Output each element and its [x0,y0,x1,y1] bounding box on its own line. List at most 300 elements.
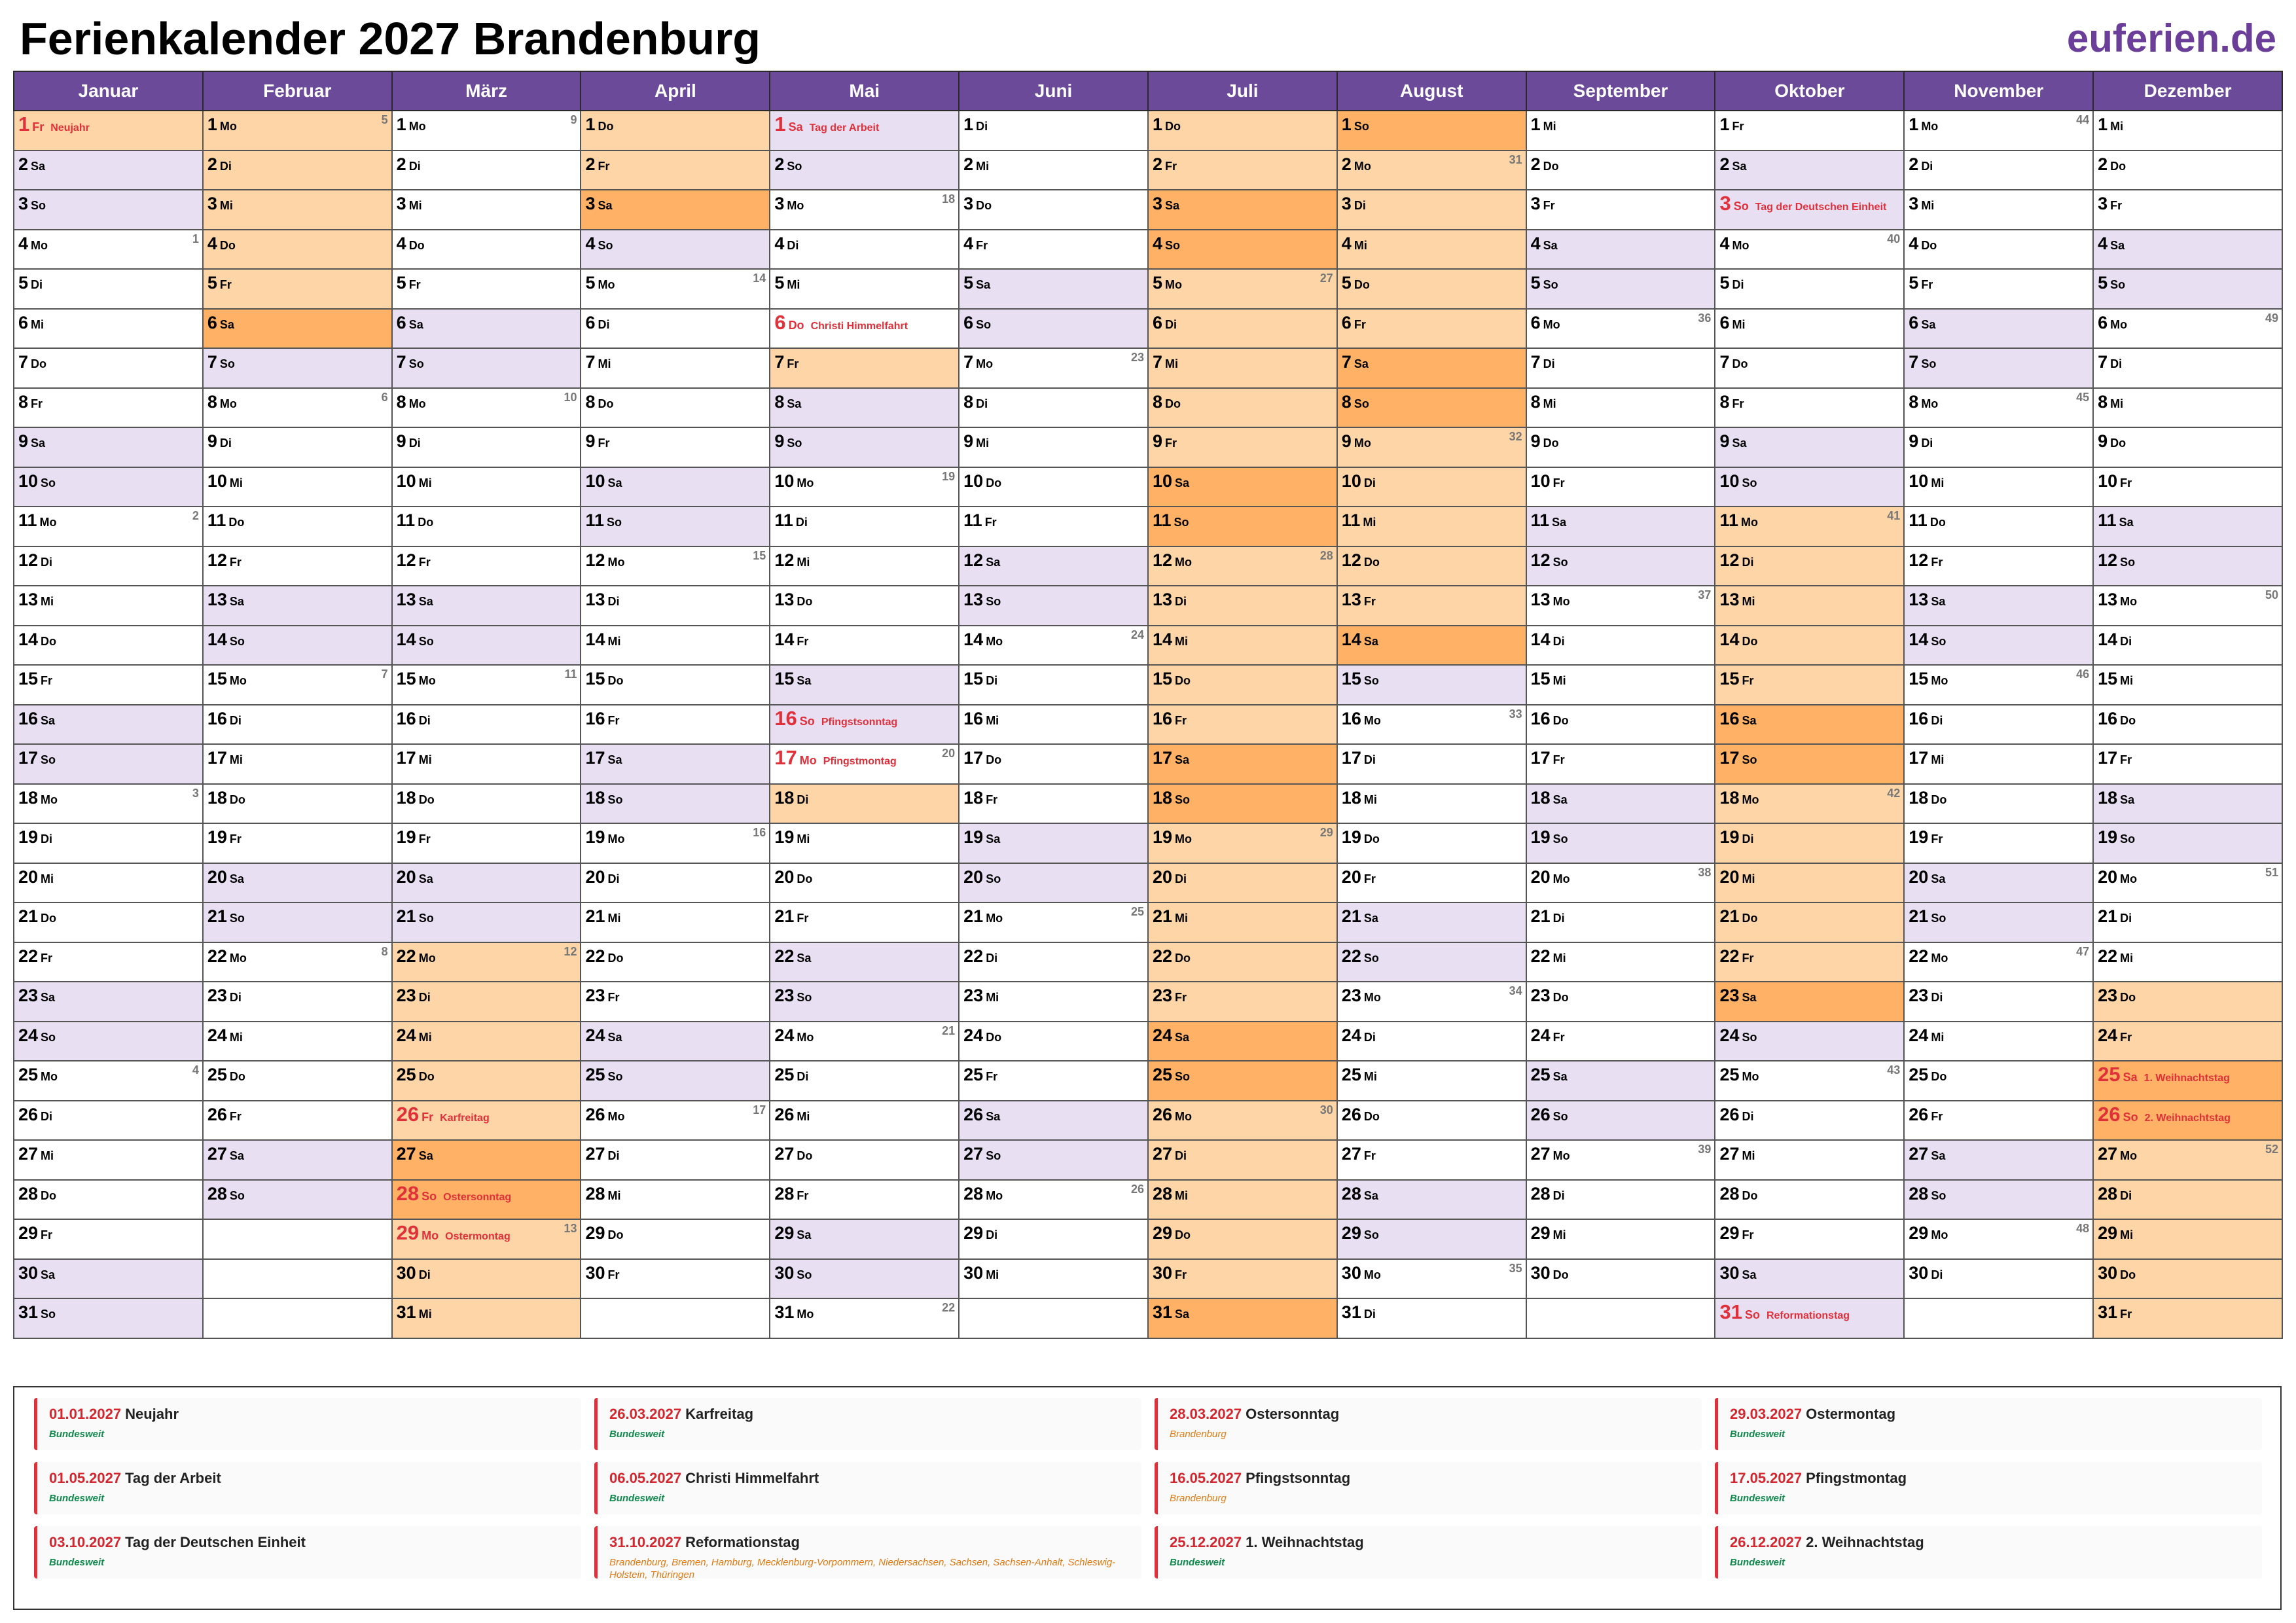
weekday-label: Fr [607,713,620,727]
day-cell [392,1298,581,1338]
day-cell [1526,823,1715,863]
day-number: 7 [396,352,406,372]
day-number: 14 [396,629,416,649]
day-cell [1715,626,1904,666]
day-cell [581,705,770,745]
legend-date: 31.10.2027 [609,1534,682,1550]
weekday-label: Fr [1175,991,1187,1004]
month-header: Dezember [2093,71,2282,111]
day-cell [1904,151,2093,190]
day-cell [1526,348,1715,388]
day-cell [392,388,581,428]
weekday-label: Sa [1354,357,1369,370]
weekday-label: Fr [607,1268,620,1281]
day-number: 10 [1530,471,1551,491]
day-number: 25 [207,1065,227,1084]
day-row [14,1140,2282,1180]
day-cell [1148,151,1337,190]
day-number: 30 [1530,1262,1551,1283]
day-cell [581,427,770,467]
day-cell [959,151,1148,190]
week-number: 12 [564,944,577,958]
weekday-label: So [797,1268,812,1281]
weekday-label: Fr [797,634,809,648]
day-number: 16 [1909,708,1929,728]
day-number: 28 [207,1183,227,1204]
weekday-label: Mo [797,1308,814,1321]
day-number: 17 [396,748,416,768]
day-number: 20 [1341,866,1361,887]
weekday-label: So [1543,278,1558,291]
day-cell [959,467,1148,507]
day-cell [2093,784,2282,824]
weekday-label: Mi [219,199,233,212]
day-number: 30 [1719,1262,1740,1283]
week-number: 13 [564,1222,577,1235]
day-number: 11 [18,510,37,530]
day-number: 29 [1719,1223,1740,1243]
day-cell [2093,546,2282,586]
day-number: 7 [1719,352,1730,372]
weekday-label: Do [229,793,245,806]
day-cell [1337,1061,1526,1101]
day-cell [770,784,959,824]
day-cell [581,823,770,863]
week-number: 9 [570,113,577,126]
day-number: 22 [585,946,605,966]
day-number: 11 [1909,510,1928,530]
day-number: 19 [396,827,416,847]
weekday-label: Do [229,1070,245,1083]
day-number: 20 [585,866,605,887]
weekday-label: Fr [2120,753,2132,766]
week-number: 8 [381,944,388,958]
day-cell [1148,111,1337,151]
day-number: 15 [1719,669,1740,688]
weekday-label: Mi [1552,1228,1566,1241]
day-number: 4 [1909,233,1919,253]
week-number: 16 [753,826,766,839]
day-cell [203,546,392,586]
day-cell [1904,705,2093,745]
day-cell [1337,230,1526,270]
day-cell [770,823,959,863]
weekday-label: Sa [607,476,622,490]
day-number: 25 [18,1065,39,1084]
day-cell [1715,1061,1904,1101]
day-cell [392,151,581,190]
day-cell [1337,348,1526,388]
weekday-label: Mi [1363,793,1377,806]
day-number: 4 [1719,233,1730,253]
day-cell [1715,1022,1904,1061]
weekday-label: Di [1921,159,1933,173]
weekday-label: Fr [1175,1268,1187,1281]
site-logo-link[interactable]: euferien.de [2066,16,2276,60]
day-number: 2 [1909,154,1919,174]
weekday-label: Mo [1363,713,1381,727]
day-number: 25 [396,1065,416,1084]
day-number: 4 [1341,233,1352,253]
weekday-label: Di [418,991,431,1004]
day-number: 21 [1530,906,1551,926]
day-cell [581,863,770,903]
day-cell [1148,1180,1337,1220]
week-number: 28 [1319,548,1333,562]
day-cell [1904,665,2093,705]
day-cell [1337,902,1526,942]
day-cell [392,1101,581,1141]
week-number: 34 [1509,984,1522,997]
day-number: 15 [207,669,227,688]
day-cell [2093,863,2282,903]
weekday-label: So [598,238,613,252]
weekday-label: Mi [1175,912,1189,925]
day-number: 1 [774,113,786,135]
day-number: 9 [1530,431,1541,451]
day-row [14,982,2282,1022]
day-number: 10 [585,471,605,491]
weekday-label: Mi [41,595,54,608]
day-cell [1904,1140,2093,1180]
day-number: 20 [963,866,984,887]
day-number: 27 [1152,1144,1173,1164]
weekday-label: Do [598,120,614,133]
day-number: 18 [207,787,227,808]
weekday-label: Fr [984,516,997,529]
weekday-label: Di [219,159,232,173]
day-number: 27 [396,1144,416,1164]
day-cell [392,902,581,942]
day-cell [1715,863,1904,903]
day-cell [1148,586,1337,626]
day-number: 5 [585,273,596,293]
weekday-label: Di [229,991,242,1004]
day-row [14,1061,2282,1101]
legend-holiday-name: Pfingstsonntag [1246,1470,1351,1486]
weekday-label: Mo [219,120,237,133]
day-cell [2093,1298,2282,1338]
weekday-label: Fr [2120,476,2132,490]
weekday-label: Sa [1552,516,1567,529]
day-number: 11 [1719,510,1738,530]
day-cell [392,1140,581,1180]
day-cell [770,467,959,507]
day-number: 2 [1719,154,1730,174]
month-header: Oktober [1715,71,1904,111]
day-cell [14,1219,203,1259]
weekday-label: Mo [799,754,817,767]
weekday-label: Di [31,278,43,291]
day-number: 3 [396,194,406,213]
week-number: 21 [942,1024,956,1037]
month-header: März [392,71,581,111]
day-cell [14,467,203,507]
day-number: 13 [396,590,416,609]
month-header: Februar [203,71,392,111]
weekday-label: Sa [2119,516,2134,529]
day-cell [1904,1180,2093,1220]
week-number: 10 [564,390,577,404]
day-cell [392,1259,581,1299]
day-number: 8 [1341,391,1352,412]
weekday-label: Mi [797,832,810,846]
day-cell [203,151,392,190]
day-cell [770,744,959,784]
day-cell [392,823,581,863]
weekday-label: Mo [1921,120,1939,133]
calendar-body [14,111,2282,1338]
legend-date: 28.03.2027 [1170,1406,1242,1422]
day-cell [1715,546,1904,586]
week-number: 39 [1698,1143,1712,1156]
weekday-label: Mi [1732,317,1746,331]
weekday-label: Do [1931,793,1947,806]
day-cell [2093,1180,2282,1220]
weekday-label: Do [607,951,624,965]
day-number: 6 [1341,312,1352,332]
day-cell [2093,823,2282,863]
day-number: 13 [2098,590,2118,609]
weekday-label: Mo [219,397,237,410]
day-cell [203,863,392,903]
day-cell [959,309,1148,349]
day-number: 17 [774,746,797,769]
day-cell [14,665,203,705]
legend-date: 26.12.2027 [1730,1534,1803,1550]
day-number: 16 [1341,708,1361,728]
week-number: 31 [1509,152,1522,166]
day-cell [581,309,770,349]
day-cell [14,784,203,824]
day-number: 22 [396,946,416,966]
day-cell [1148,784,1337,824]
weekday-label: Sa [1742,713,1757,727]
day-cell [1526,230,1715,270]
day-cell [1715,784,1904,824]
day-number: 6 [774,310,786,334]
weekday-label: Do [1929,516,1946,529]
weekday-label: Mo [1175,1109,1193,1123]
day-row [14,1298,2282,1338]
day-number: 24 [1909,1025,1929,1045]
weekday-label: Do [1543,159,1559,173]
day-cell [1337,784,1526,824]
day-number: 19 [1341,827,1361,847]
day-cell [770,982,959,1022]
weekday-label: Do [976,199,992,212]
weekday-label: Mo [1931,1228,1948,1241]
week-number: 46 [2076,668,2090,681]
day-cell [770,546,959,586]
holiday-name: Pfingstsonntag [821,716,898,728]
weekday-label: Do [2110,437,2126,450]
day-number: 12 [1909,550,1929,570]
day-number: 26 [1152,1104,1173,1124]
weekday-label: Fr [229,555,242,569]
weekday-label: Mo [2120,1149,2138,1162]
legend-item [1155,1462,1702,1514]
day-cell [959,348,1148,388]
day-number: 26 [18,1104,39,1124]
day-number: 8 [18,391,29,412]
legend-holiday-name: 2. Weihnachtstag [1806,1534,1924,1550]
weekday-label: Do [41,1188,57,1202]
day-number: 13 [774,590,795,609]
day-cell [770,626,959,666]
weekday-label: So [986,872,1001,885]
holiday-name: Christi Himmelfahrt [810,320,908,332]
day-number: 20 [774,866,795,887]
day-cell [203,744,392,784]
weekday-label: Di [229,713,242,727]
weekday-label: Fr [1354,317,1366,331]
legend-region: Bundesweit [609,1429,665,1440]
day-number: 1 [585,115,596,134]
day-number: 12 [774,550,795,570]
day-row [14,388,2282,428]
day-cell [1715,586,1904,626]
day-cell [959,230,1148,270]
day-row [14,151,2282,190]
weekday-label: Sa [598,199,613,212]
day-cell [770,388,959,428]
day-cell [1904,388,2093,428]
weekday-label: Fr [1742,674,1754,687]
weekday-label: Fr [1742,951,1754,965]
day-number: 29 [774,1223,795,1243]
day-cell [203,626,392,666]
weekday-label: Fr [1175,713,1187,727]
day-number: 30 [2098,1262,2118,1283]
day-cell [959,1022,1148,1061]
weekday-label: Do [1742,912,1758,925]
day-cell [581,467,770,507]
day-number: 14 [774,629,795,649]
day-row [14,586,2282,626]
day-cell [2093,902,2282,942]
weekday-label: So [229,634,245,648]
day-number: 5 [18,273,29,293]
legend-holiday-name: Ostermontag [1806,1406,1896,1422]
day-cell [1148,467,1337,507]
day-cell [770,1022,959,1061]
weekday-label: Di [1931,713,1943,727]
weekday-label: Sa [1732,159,1747,173]
weekday-label: Fr [598,437,610,450]
day-cell [392,1061,581,1101]
day-number: 21 [1152,906,1173,926]
day-number: 12 [18,550,39,570]
day-cell [1337,309,1526,349]
day-number: 24 [1152,1025,1173,1045]
day-cell [203,1061,392,1101]
week-number: 33 [1509,707,1522,721]
day-row [14,111,2282,151]
weekday-label: Fr [1732,397,1744,410]
weekday-label: Di [1552,634,1565,648]
day-number: 12 [1530,550,1551,570]
day-number: 5 [2098,273,2108,293]
day-cell [392,230,581,270]
day-cell [1337,546,1526,586]
weekday-label: Di [986,1228,998,1241]
weekday-label: Mo [1175,832,1193,846]
day-number: 8 [1152,391,1162,412]
day-cell [203,230,392,270]
day-number: 8 [396,391,406,412]
day-number: 22 [207,946,227,966]
weekday-label: Mi [797,1109,810,1123]
day-cell [770,348,959,388]
day-number: 1 [396,115,406,134]
day-cell [1148,507,1337,546]
weekday-label: Mi [2110,397,2124,410]
weekday-label: Sa [1175,1030,1190,1044]
day-number: 26 [396,1102,420,1126]
day-cell [581,744,770,784]
day-number: 27 [18,1144,39,1164]
month-header: August [1337,71,1526,111]
weekday-label: Do [1742,634,1758,648]
weekday-label: Di [1552,1188,1565,1202]
day-number: 19 [1152,827,1173,847]
day-number: 24 [774,1025,795,1045]
weekday-label: Do [986,476,1002,490]
day-cell [959,982,1148,1022]
day-cell [1337,427,1526,467]
day-number: 16 [2098,708,2118,728]
day-number: 10 [207,471,227,491]
weekday-label: Fr [418,555,431,569]
day-cell [1715,1101,1904,1141]
day-number: 25 [1909,1065,1929,1084]
day-number: 11 [1152,510,1172,530]
day-cell [1148,427,1337,467]
day-cell [1526,269,1715,309]
day-number: 14 [585,629,605,649]
weekday-label: Mo [31,238,48,252]
day-number: 1 [207,115,217,134]
weekday-label: Mo [408,397,426,410]
weekday-label: Mi [31,317,45,331]
day-cell [959,427,1148,467]
day-cell [1715,348,1904,388]
weekday-label: Do [2120,1268,2136,1281]
day-number: 28 [2098,1183,2118,1204]
day-number: 26 [1530,1104,1551,1124]
weekday-label: Mo [986,1188,1003,1202]
day-cell [2093,1140,2282,1180]
day-number: 28 [963,1183,984,1204]
weekday-label: Mi [1543,120,1556,133]
day-number: 26 [585,1104,605,1124]
day-number: 9 [774,431,785,451]
day-number: 30 [774,1262,795,1283]
day-cell [1148,1259,1337,1299]
day-cell [581,111,770,151]
day-number: 25 [963,1065,984,1084]
weekday-label: Mi [2120,674,2134,687]
weekday-label: Mi [1742,595,1755,608]
legend-region: Bundesweit [49,1557,105,1568]
day-number: 14 [1341,629,1361,649]
weekday-label: Sa [1552,793,1568,806]
weekday-label: Di [1363,753,1376,766]
day-cell [1904,744,2093,784]
day-cell [1526,1180,1715,1220]
day-number: 23 [207,986,227,1005]
